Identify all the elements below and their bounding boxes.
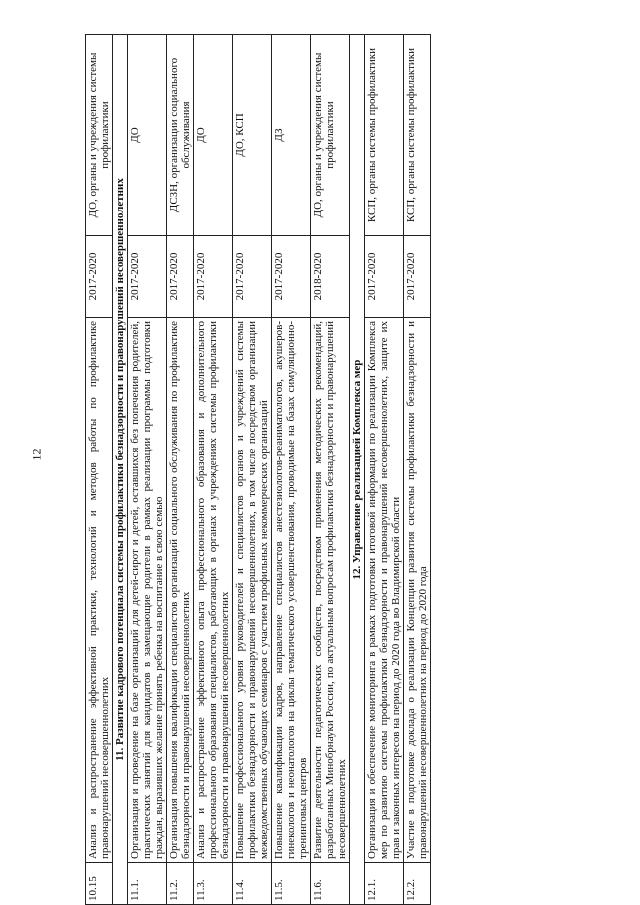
action-text: Повышение квалификации кадров, направление специалистов анестезиологов-реаниматологов, акушеров-гинекологов и неонатологов на циклы тематического усовершенствования, проводимые на базах симуляционно-тренинговых центров — [272, 318, 311, 863]
document-sheet — [85, 35, 600, 905]
responsible-cell: КСП, органы системы профилактики — [404, 35, 431, 236]
table-row — [167, 35, 194, 905]
item-number: 11.5. — [272, 863, 311, 905]
years-cell: 2017-2020 — [167, 236, 194, 318]
item-number: 11.4. — [233, 863, 272, 905]
item-number: 11.6. — [311, 863, 350, 905]
table-row — [365, 35, 404, 905]
item-number: 12.2. — [404, 863, 431, 905]
table-row — [128, 35, 167, 905]
responsible-cell: ДО — [128, 35, 167, 236]
action-text: Анализ и распространение эффективной практики, технологий и методов работы по профилактике правонарушений несовершеннолетних — [86, 318, 113, 863]
years-cell: 2017-2020 — [365, 236, 404, 318]
responsible-cell: ДСЗН, организации социального обслуживания — [167, 35, 194, 236]
section-title: 11. Развитие кадрового потенциала системы профилактики безнадзорности и правонарушений несовершеннолетних — [113, 35, 128, 905]
table-row — [272, 35, 311, 905]
action-text: Организация и обеспечение мониторинга в рамках подготовки итоговой информации по реализации Комплекса мер по развитию системы профилактики безнадзорности и правонарушений несовершеннолетних, защите их прав и законных интересов на период до 2020 года во Владимирской области — [365, 318, 404, 863]
page-number: 12 — [29, 448, 44, 461]
item-number: 11.2. — [167, 863, 194, 905]
years-cell: 2017-2020 — [233, 236, 272, 318]
years-cell: 2017-2020 — [128, 236, 167, 318]
item-number: 10.15 — [86, 863, 113, 905]
measures-table — [85, 34, 431, 905]
action-text: Анализ и распространение эффективного опыта профессионального образования и дополнительного профессионального образования специалистов, работающих в органах и учреждениях системы профилактики безнадзорности и правонарушений несовершеннолетних — [194, 318, 233, 863]
section-title: 12. Управление реализацией Комплекса мер — [350, 35, 365, 905]
table-row — [194, 35, 233, 905]
action-text: Организация повышения квалификации специалистов организаций социального обслуживания по профилактике безнадзорности и правонарушений несовершеннолетних — [167, 318, 194, 863]
action-text: Развитие деятельности педагогических сообществ, посредством применения методических рекомендаций, разработанных Минобрнауки России, по актуальным вопросам профилактики безнадзорности и правонарушений несовершеннолетних — [311, 318, 350, 863]
years-cell: 2017-2020 — [194, 236, 233, 318]
responsible-cell: ДО, КСП — [233, 35, 272, 236]
table-row — [233, 35, 272, 905]
table-row — [86, 35, 113, 905]
years-cell: 2017-2020 — [272, 236, 311, 318]
item-number: 11.3. — [194, 863, 233, 905]
responsible-cell: ДЗ — [272, 35, 311, 236]
responsible-cell: КСП, органы системы профилактики — [365, 35, 404, 236]
item-number: 12.1. — [365, 863, 404, 905]
years-cell: 2017-2020 — [86, 236, 113, 318]
section-header-row — [113, 35, 128, 905]
responsible-cell: ДО — [194, 35, 233, 236]
years-cell: 2018-2020 — [311, 236, 350, 318]
item-number: 11.1. — [128, 863, 167, 905]
responsible-cell: ДО, органы и учреждения системы профилактики — [311, 35, 350, 236]
action-text: Повышение профессионального уровня руководителей и специалистов органов и учреждений системы профилактики безнадзорности и правонарушений несовершеннолетних, в том числе посредством организации межведомственных обучающих семинаров с участием профильных некоммерческих организаций — [233, 318, 272, 863]
years-cell: 2017-2020 — [404, 236, 431, 318]
section-header-row — [350, 35, 365, 905]
action-text: Организация и проведение на базе организаций для детей-сирот и детей, оставшихся без попечения родителей, практических занятий для кандидатов в замещающие родители в рамках реализации программы подготовки граждан, выразивших желание принять ребенка на воспитание в свою семью — [128, 318, 167, 863]
action-text: Участие в подготовке доклада о реализации Концепции развития системы профилактики безнадзорности и правонарушений несовершеннолетних на период до 2020 года — [404, 318, 431, 863]
responsible-cell: ДО, органы и учреждения системы профилактики — [86, 35, 113, 236]
table-row — [311, 35, 350, 905]
table-row — [404, 35, 431, 905]
rotated-table-wrapper — [85, 35, 600, 905]
